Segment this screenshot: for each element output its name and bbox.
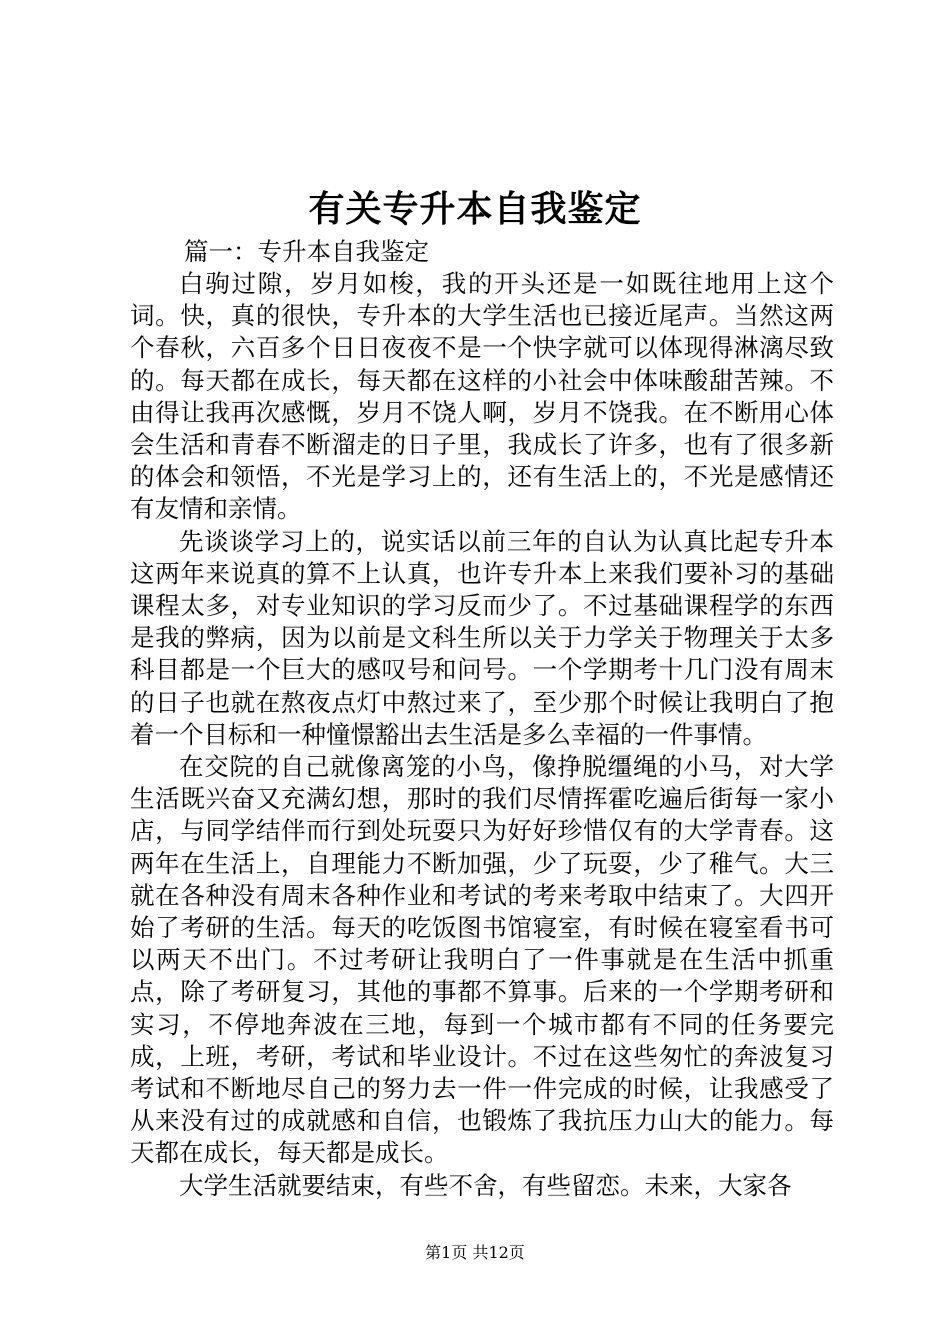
paragraph: 在交院的自己就像离笼的小鸟，像挣脱缰绳的小马，对大学生活既兴奋又充满幻想，那时的我们尽情挥霍吃遍后街每一家小店，与同学结伴而行到处玩耍只为好好珍惜仅有的大学青春。这两年在生活上，自理能力不断加强，少了玩耍，少了稚气。大三就在各种没有周末各种作业和考试的考来考取中结束了。大四开始了考研的生活。每天的吃饭图书馆寝室，有时候在寝室看书可以两天不出门。不过考研让我明白了一件事就是在生活中抓重点，除了考研复习，其他的事都不算事。后来的一个学期考研和实习，不停地奔波在三地，每到一个城市都有不同的任务要完成，上班，考研，考试和毕业设计。不过在这些匆忙的奔波复习考试和不断地尽自己的努力去一件一件完成的时候，让我感受了从来没有过的成就感和自信，也锻炼了我抗压力山大的能力。每天都在成长，每天都是成长。	[130, 752, 834, 1168]
document-title: 有关专升本自我鉴定	[308, 188, 642, 230]
section-heading: 篇一：专升本自我鉴定	[184, 237, 429, 266]
document-body	[130, 268, 834, 1202]
paragraph: 白驹过隙，岁月如梭，我的开头还是一如既往地用上这个词。快，真的很快，专升本的大学生活也已接近尾声。当然这两个春秋，六百多个日日夜夜不是一个快字就可以体现得淋漓尽致的。每天都在成长，每天都在这样的小社会中体味酸甜苦辣。不由得让我再次感慨，岁月不饶人啊，岁月不饶我。在不断用心体会生活和青春不断溜走的日子里，我成长了许多，也有了很多新的体会和领悟，不光是学习上的，还有生活上的，不光是感情还有友情和亲情。	[130, 269, 834, 524]
paragraph: 先谈谈学习上的，说实话以前三年的自认为认真比起专升本这两年来说真的算不上认真，也许专升本上来我们要补习的基础课程太多，对专业知识的学习反而少了。不过基础课程学的东西是我的弊病，因为以前是文科生所以关于力学关于物理关于太多科目都是一个巨大的感叹号和问号。一个学期考十几门没有周末的日子也就在熬夜点灯中熬过来了，至少那个时候让我明白了抱着一个目标和一种憧憬豁出去生活是多么幸福的一件事情。	[130, 526, 834, 749]
page-number-footer: 第1页 共12页	[425, 1243, 525, 1262]
paragraph: 大学生活就要结束，有些不舍，有些留恋。未来，大家各	[179, 1170, 792, 1200]
